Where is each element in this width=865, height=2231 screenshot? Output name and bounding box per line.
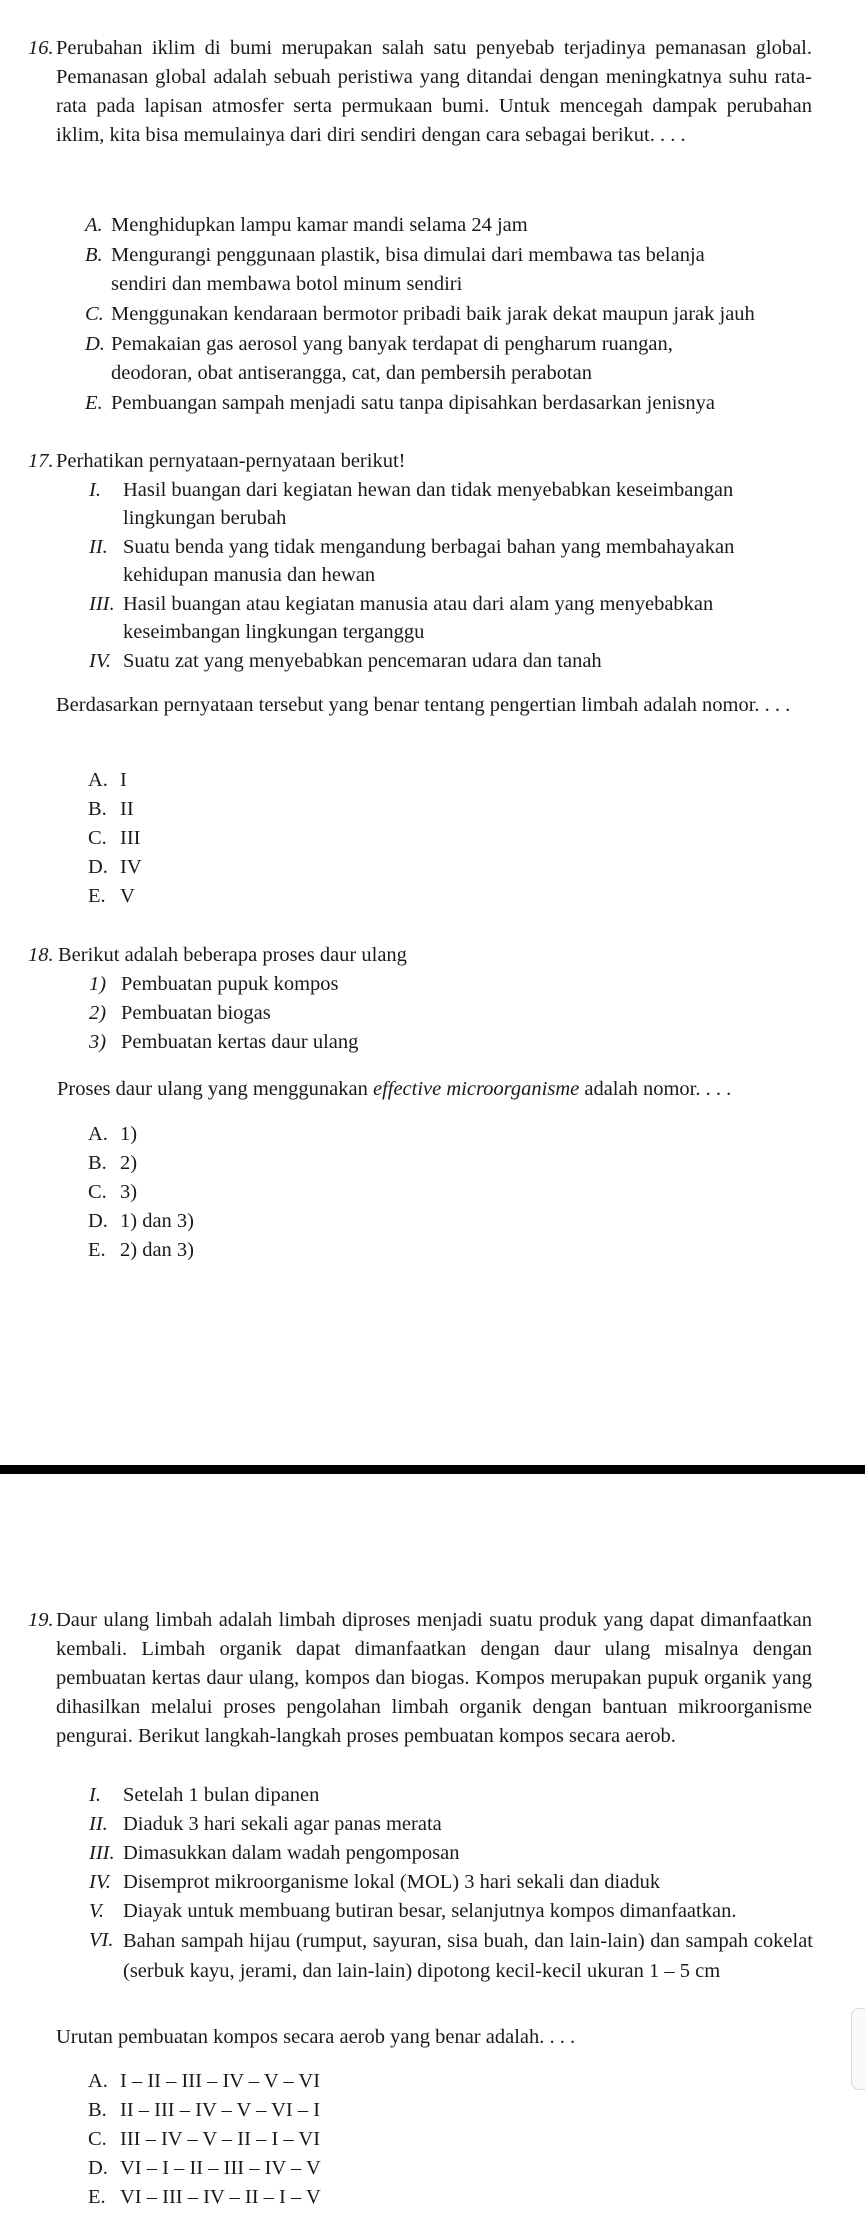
option-text: II – III – IV – V – VI – I	[120, 2099, 321, 2121]
step-vi	[89, 1926, 814, 2016]
item-text: Pembuatan kertas daur ulang	[121, 1031, 359, 1053]
option-text: 1) dan 3)	[120, 1210, 195, 1232]
question-text: Daur ulang limbah adalah limbah diproses menjadi suatu produk yang dapat dimanfaatkan kembali. Limbah organik dapat dimanfaatkan dengan daur ulang misalnya dengan pembuatan kertas daur ulang, kompos dan biogas. Kompos merupakan pupuk organik yang dihasilkan melalui proses pengolahan limbah organik dengan bantuan mikroorganisme pengurai. Berikut langkah-langkah proses pembuatan kompos secara aerob.	[56, 1609, 812, 1747]
step-text: Bahan sampah hijau (rumput, sayuran, sisa buah, dan lain-lain) dan sampah cokelat (serbuk kayu, jerami, dan lain-lain) dipotong kecil-kecil ukuran 1 – 5 cm	[123, 1930, 813, 1982]
option-text: 3)	[120, 1181, 138, 1203]
option-b[interactable]	[85, 241, 795, 299]
option-label: E.	[88, 1239, 106, 1261]
statement-text: Hasil buangan atau kegiatan manusia atau dari alam yang menyebabkan keseimbangan lingkungan terganggu	[123, 593, 714, 643]
option-text: III	[120, 827, 141, 849]
option-text: I	[120, 769, 127, 791]
step-ii	[89, 1810, 809, 1839]
option-e[interactable]	[88, 882, 135, 911]
option-label: C.	[88, 827, 107, 849]
statement-iii	[89, 590, 789, 648]
process-item-3	[89, 1028, 689, 1057]
statement-i	[89, 476, 789, 534]
item-text: Pembuatan biogas	[121, 1002, 271, 1024]
option-e[interactable]	[88, 1236, 194, 1265]
question-prompt: Urutan pembuatan kompos secara aerob yang benar adalah. . . .	[56, 2026, 576, 2048]
option-b[interactable]	[88, 1149, 137, 1178]
step-text: Setelah 1 bulan dipanen	[123, 1784, 320, 1806]
question-text: Perubahan iklim di bumi merupakan salah satu penyebab terjadinya pemanasan global. Pemanasan global adalah sebuah peristiwa yang ditandai dengan meningkatnya suhu rata-rata pada lapisan atmosfer serta permukaan bumi. Untuk mencegah dampak perubahan iklim, kita bisa memulainya dari diri sendiri dengan cara sebagai berikut. . . .	[56, 37, 812, 146]
statement-roman: I.	[89, 479, 101, 501]
option-text: VI – III – IV – II – I – V	[120, 2186, 321, 2208]
scroll-handle[interactable]	[851, 2008, 865, 2090]
question-text	[57, 1075, 731, 1104]
option-label: A.	[85, 214, 103, 236]
option-label: C.	[85, 303, 104, 325]
item-number: 3)	[89, 1031, 107, 1053]
option-label: D.	[88, 1210, 108, 1232]
option-d[interactable]	[88, 2154, 321, 2183]
statement-text: Suatu benda yang tidak mengandung berbagai bahan yang membahayakan kehidupan manusia dan hewan	[123, 536, 735, 586]
question-number: 16.	[28, 37, 54, 59]
step-roman: VI.	[89, 1929, 114, 1951]
step-iv	[89, 1868, 809, 1897]
question-intro: Berikut adalah beberapa proses daur ulang	[58, 944, 407, 966]
option-text: Mengurangi penggunaan plastik, bisa dimulai dari membawa tas belanja sendiri dan membawa botol minum sendiri	[111, 244, 705, 295]
option-c[interactable]	[88, 2125, 320, 2154]
option-c[interactable]	[88, 824, 140, 853]
option-label: C.	[88, 1181, 107, 1203]
option-label: D.	[85, 333, 105, 355]
option-text: IV	[120, 856, 142, 878]
option-b[interactable]	[88, 795, 134, 824]
option-text: 2) dan 3)	[120, 1239, 195, 1261]
item-number: 1)	[89, 973, 107, 995]
statement-text: Suatu zat yang menyebabkan pencemaran udara dan tanah	[123, 650, 602, 672]
option-a[interactable]	[85, 211, 795, 240]
option-label: E.	[85, 392, 103, 414]
question-number: 18.	[28, 944, 54, 966]
question-number: 19.	[28, 1609, 54, 1631]
statement-roman: II.	[89, 536, 108, 558]
option-text: III – IV – V – II – I – VI	[120, 2128, 321, 2150]
option-a[interactable]	[88, 2067, 320, 2096]
option-label: E.	[88, 2186, 106, 2208]
option-text: V	[120, 885, 135, 907]
step-i	[89, 1781, 809, 1810]
option-text: I – II – III – IV – V – VI	[120, 2070, 321, 2092]
option-label: B.	[85, 244, 103, 266]
option-label: E.	[88, 885, 106, 907]
question-number: 17.	[28, 450, 54, 472]
step-text: Dimasukkan dalam wadah pengomposan	[123, 1842, 460, 1864]
question-text-end: adalah nomor. . . .	[584, 1078, 732, 1100]
option-e[interactable]	[85, 389, 815, 418]
process-item-2	[89, 999, 689, 1028]
option-label: B.	[88, 2099, 107, 2121]
question-intro: Perhatikan pernyataan-pernyataan berikut!	[56, 450, 406, 472]
statement-ii	[89, 533, 789, 591]
option-text: Pembuangan sampah menjadi satu tanpa dipisahkan berdasarkan jenisnya	[111, 392, 715, 414]
option-text: Menghidupkan lampu kamar mandi selama 24 jam	[111, 214, 528, 236]
step-roman: III.	[89, 1842, 115, 1864]
option-label: D.	[88, 856, 108, 878]
step-text: Disemprot mikroorganisme lokal (MOL) 3 hari sekali dan diaduk	[123, 1871, 661, 1893]
option-label: A.	[88, 2070, 108, 2092]
process-item-1	[89, 970, 689, 999]
statement-roman: IV.	[89, 650, 111, 672]
step-roman: V.	[89, 1900, 105, 1922]
question-text: Berdasarkan pernyataan tersebut yang benar tentang pengertian limbah adalah nomor. . . .	[56, 694, 791, 716]
page-divider	[0, 1465, 865, 1474]
option-label: A.	[88, 769, 108, 791]
statement-roman: III.	[89, 593, 115, 615]
option-label: B.	[88, 798, 107, 820]
step-text: Diayak untuk membuang butiran besar, selanjutnya kompos dimanfaatkan.	[123, 1900, 737, 1922]
option-text: 1)	[120, 1123, 138, 1145]
option-label: C.	[88, 2128, 107, 2150]
question-text-start: Proses daur ulang yang menggunakan	[57, 1078, 368, 1100]
statement-text: Hasil buangan dari kegiatan hewan dan tidak menyebabkan keseimbangan lingkungan berubah	[123, 479, 734, 529]
item-number: 2)	[89, 1002, 107, 1024]
option-a[interactable]	[88, 1120, 137, 1149]
option-text: 2)	[120, 1152, 138, 1174]
step-v	[89, 1897, 809, 1926]
option-b[interactable]	[88, 2096, 320, 2125]
option-text: II	[120, 798, 134, 820]
option-d[interactable]	[88, 1207, 194, 1236]
option-text: VI – I – II – III – IV – V	[120, 2157, 321, 2179]
step-roman: II.	[89, 1813, 108, 1835]
option-d[interactable]	[85, 330, 815, 388]
option-a[interactable]	[88, 766, 127, 795]
option-label: A.	[88, 1123, 108, 1145]
question-text-emphasis: effective microorganisme	[372, 1078, 580, 1100]
item-text: Pembuatan pupuk kompos	[121, 973, 339, 995]
option-label: D.	[88, 2157, 108, 2179]
step-roman: IV.	[89, 1871, 111, 1893]
option-c[interactable]	[85, 300, 815, 329]
option-c[interactable]	[88, 1178, 137, 1207]
step-iii	[89, 1839, 809, 1868]
option-d[interactable]	[88, 853, 142, 882]
step-roman: I.	[89, 1784, 101, 1806]
option-e[interactable]	[88, 2183, 321, 2212]
option-text: Pemakaian gas aerosol yang banyak terdapat di pengharum ruangan, deodoran, obat antiserangga, cat, dan pembersih perabotan	[111, 333, 673, 384]
step-text: Diaduk 3 hari sekali agar panas merata	[123, 1813, 442, 1835]
statement-iv	[89, 647, 789, 676]
option-label: B.	[88, 1152, 107, 1174]
option-text: Menggunakan kendaraan bermotor pribadi baik jarak dekat maupun jarak jauh	[111, 303, 755, 325]
